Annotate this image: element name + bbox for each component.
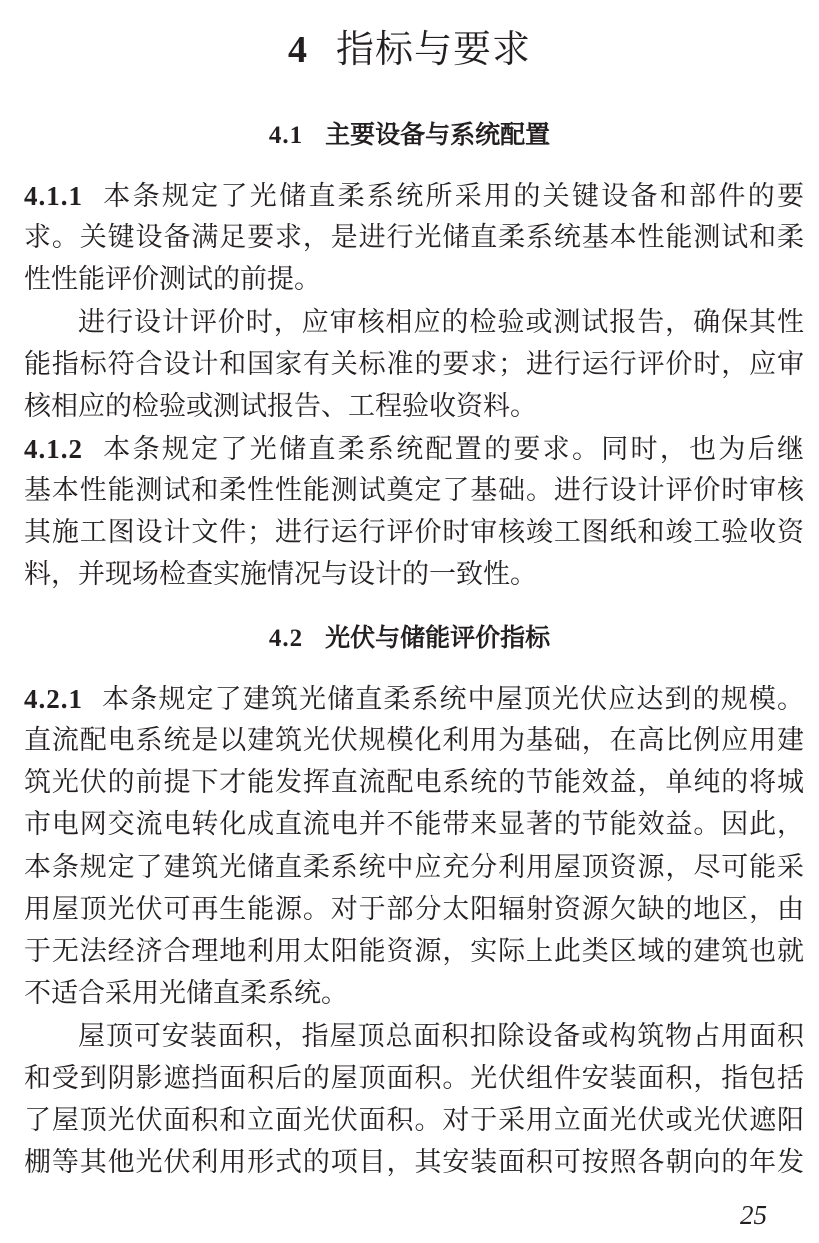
chapter-title-text: 指标与要求	[335, 27, 531, 71]
clause-4-1-1-line: 性性能评价测试的前提。	[24, 264, 321, 295]
clause-4-2-1-line: 本条规定了建筑光储直柔系统中应充分利用屋顶资源，尽可能采	[24, 852, 804, 883]
section-number: 4.1	[268, 122, 304, 149]
clause-4-2-1-para2-line: 屋顶可安装面积，指屋顶总面积扣除设备或构筑物占用面积	[78, 1021, 804, 1052]
section-number: 4.2	[268, 625, 304, 652]
clause-number: 4.1.1	[24, 181, 83, 211]
section-title-text: 光伏与储能评价指标	[325, 623, 551, 652]
clause-4-2-1-line: 筑光伏的前提下才能发挥直流配电系统的节能效益，单纯的将城	[24, 767, 804, 798]
clause-4-1-2-line: 料，并现场检查实施情况与设计的一致性。	[24, 559, 537, 590]
clause-4-1-1-line: 求。关键设备满足要求，是进行光储直柔系统基本性能测试和柔	[24, 222, 804, 253]
clause-4-1-1-para2-line: 核相应的检验或测试报告、工程验收资料。	[24, 391, 537, 422]
clause-4-2-1-line: 于无法经济合理地利用太阳能资源，实际上此类区域的建筑也就	[24, 936, 804, 967]
clause-4-2-1-line: 不适合采用光储直柔系统。	[24, 978, 348, 1009]
clause-number: 4.1.2	[24, 434, 83, 464]
clause-4-2-1-line: 直流配电系统是以建筑光伏规模化利用为基础，在高比例应用建	[24, 725, 804, 756]
clause-4-1-2-line	[24, 432, 804, 466]
clause-number: 4.2.1	[24, 684, 83, 714]
clause-4-1-2-line: 基本性能测试和柔性性能测试奠定了基础。进行设计评价时审核	[24, 475, 804, 506]
section-title-4-1	[0, 118, 819, 153]
clause-4-1-2-line: 其施工图设计文件；进行运行评价时审核竣工图纸和竣工验收资	[24, 517, 804, 548]
chapter-number: 4	[287, 29, 308, 71]
clause-4-2-1-line: 用屋顶光伏可再生能源。对于部分太阳辐射资源欠缺的地区，由	[24, 894, 804, 925]
clause-4-2-1-line: 市电网交流电转化成直流电并不能带来显著的节能效益。因此，	[24, 809, 804, 840]
section-title-text: 主要设备与系统配置	[325, 120, 551, 149]
clause-4-2-1-para2-line: 棚等其他光伏利用形式的项目，其安装面积可按照各朝向的年发	[24, 1147, 804, 1178]
body-text: 本条规定了建筑光储直柔系统中屋顶光伏应达到的规模。	[101, 684, 804, 715]
body-text: 本条规定了光储直柔系统配置的要求。同时，也为后继	[101, 434, 804, 465]
clause-4-2-1-para2-line: 和受到阴影遮挡面积后的屋顶面积。光伏组件安装面积，指包括	[24, 1063, 804, 1094]
clause-4-1-1-line	[24, 179, 804, 213]
page-number: 25	[740, 1200, 767, 1230]
body-text: 本条规定了光储直柔系统所采用的关键设备和部件的要	[101, 181, 804, 212]
chapter-title	[0, 24, 819, 75]
section-title-4-2	[0, 621, 819, 656]
clause-4-1-1-para2-line: 进行设计评价时，应审核相应的检验或测试报告，确保其性	[78, 307, 804, 338]
clause-4-1-1-para2-line: 能指标符合设计和国家有关标准的要求；进行运行评价时，应审	[24, 349, 804, 380]
clause-4-2-1-para2-line: 了屋顶光伏面积和立面光伏面积。对于采用立面光伏或光伏遮阳	[24, 1105, 804, 1136]
clause-4-2-1-line	[24, 682, 804, 716]
